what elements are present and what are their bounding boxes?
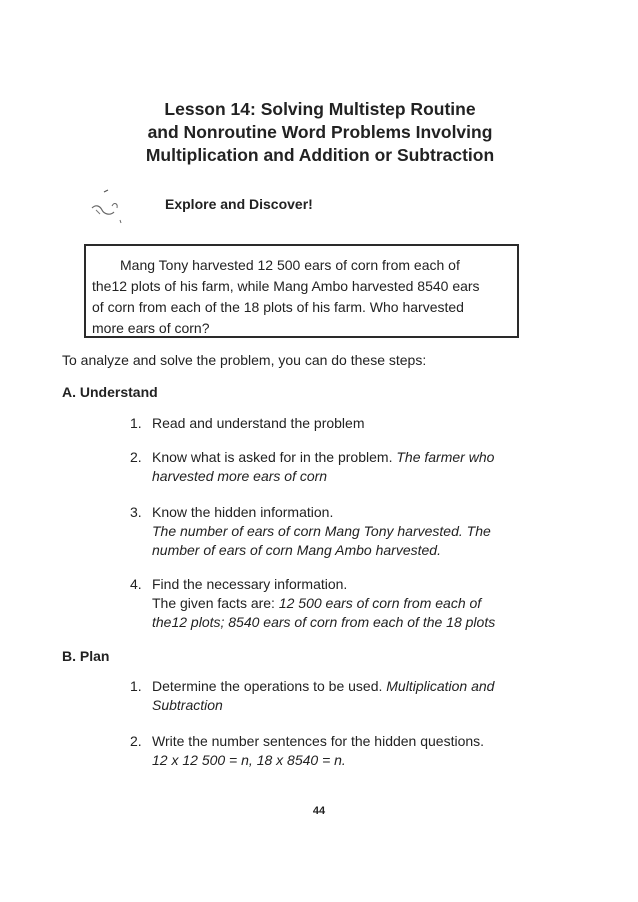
step-number: 1. bbox=[130, 415, 142, 431]
problem-line: of corn from each of the 18 plots of his farm. Who harvested bbox=[92, 299, 464, 315]
step-answer: The number of ears of corn Mang Tony harvested. The bbox=[152, 523, 491, 539]
step-text: Write the number sentences for the hidden questions. bbox=[152, 733, 485, 749]
step-a1 bbox=[130, 414, 550, 433]
step-answer: the12 plots; 8540 ears of corn from each of the 18 plots bbox=[152, 614, 496, 630]
lesson-title-line: Lesson 14: Solving Multistep Routine bbox=[164, 99, 476, 119]
step-number: 1. bbox=[130, 678, 142, 694]
step-given-label: The given facts are: bbox=[152, 595, 275, 611]
step-answer: Subtraction bbox=[152, 697, 223, 713]
intro-text: To analyze and solve the problem, you can do these steps: bbox=[62, 352, 427, 368]
explore-heading: Explore and Discover! bbox=[165, 196, 313, 212]
magnifier-doodle-icon bbox=[84, 186, 138, 226]
step-number: 4. bbox=[130, 576, 142, 592]
step-answer: Multiplication and bbox=[386, 678, 495, 694]
step-answer: 12 500 ears of corn from each of bbox=[278, 595, 482, 611]
step-text: Read and understand the problem bbox=[152, 415, 365, 431]
step-a3 bbox=[130, 503, 550, 560]
lesson-title-line: Multiplication and Addition or Subtraction bbox=[145, 145, 495, 165]
lesson-title bbox=[100, 98, 540, 167]
problem-line: the12 plots of his farm, while Mang Ambo harvested 8540 ears bbox=[92, 278, 480, 294]
step-answer: harvested more ears of corn bbox=[152, 468, 328, 484]
section-heading-understand: A. Understand bbox=[62, 384, 158, 400]
step-answer: 12 x 12 500 = n, 18 x 8540 = n. bbox=[152, 752, 346, 768]
lesson-title-line: and Nonroutine Word Problems Involving bbox=[147, 122, 493, 142]
step-text: Determine the operations to be used. bbox=[152, 678, 383, 694]
page-number: 44 bbox=[312, 805, 326, 817]
problem-line: Mang Tony harvested 12 500 ears of corn from each of bbox=[120, 257, 460, 273]
step-number: 2. bbox=[130, 733, 142, 749]
problem-line: more ears of corn? bbox=[92, 320, 210, 336]
step-number: 2. bbox=[130, 449, 142, 465]
step-a4 bbox=[130, 575, 550, 632]
step-answer: number of ears of corn Mang Ambo harvested. bbox=[152, 542, 441, 558]
step-text: Know the hidden information. bbox=[152, 504, 334, 520]
step-b2 bbox=[130, 732, 550, 770]
step-number: 3. bbox=[130, 504, 142, 520]
step-answer: The farmer who bbox=[396, 449, 495, 465]
section-heading-plan: B. Plan bbox=[62, 648, 110, 664]
step-text: Know what is asked for in the problem. bbox=[152, 449, 393, 465]
step-a2 bbox=[130, 448, 550, 486]
step-b1 bbox=[130, 677, 550, 715]
problem-box bbox=[84, 244, 519, 338]
step-text: Find the necessary information. bbox=[152, 576, 348, 592]
